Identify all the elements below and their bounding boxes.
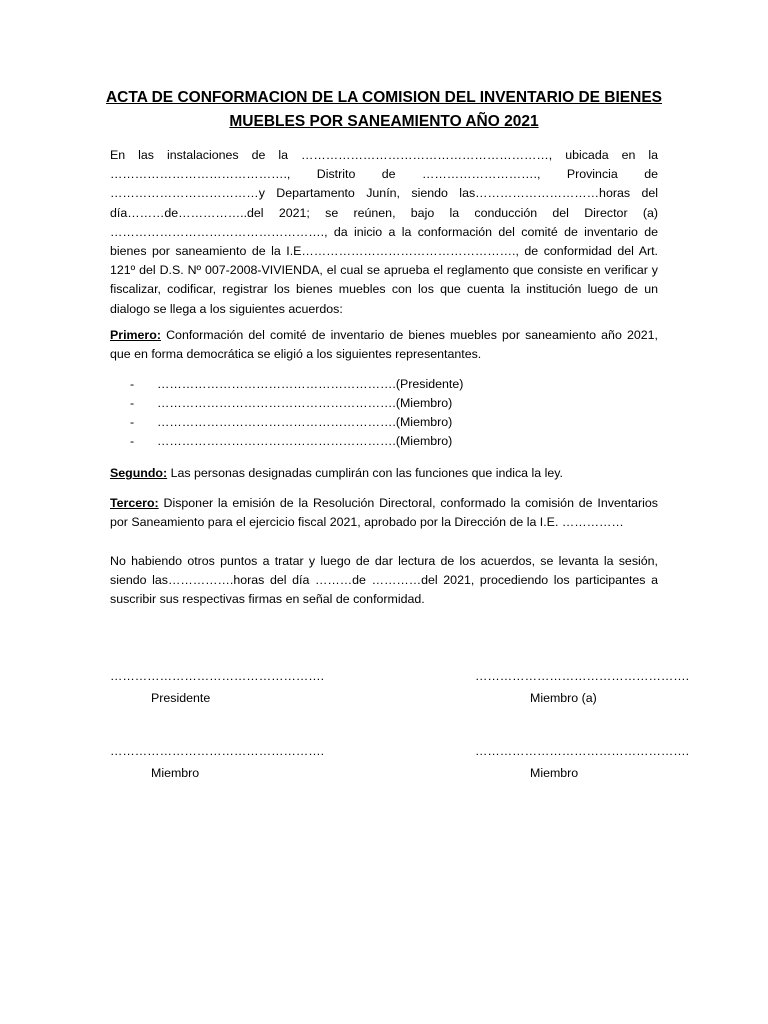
signature-role: Miembro (a) — [530, 691, 597, 705]
primero-text: Conformación del comité de inventario de bienes muebles por saneamiento año 2021, que en forma democrática se eligió a los siguientes representantes. — [110, 328, 658, 362]
representative-member: ………………………………………………….(Miembro) — [157, 415, 453, 429]
representative-item — [130, 432, 530, 451]
representative-item — [130, 394, 530, 413]
signature-line: ……………………………………………. — [475, 669, 690, 683]
list-bullet: - — [130, 415, 135, 429]
primero-label: Primero: — [110, 328, 161, 342]
signature-line: ……………………………………………. — [110, 669, 325, 683]
segundo-label: Segundo: — [110, 466, 168, 480]
signature-block-member — [475, 742, 690, 782]
representative-member: ………………………………………………….(Miembro) — [157, 434, 453, 448]
signature-line: ……………………………………………. — [475, 744, 690, 758]
segundo-text: Las personas designadas cumplirán con las funciones que indica la ley. — [167, 466, 563, 480]
closing-paragraph: No habiendo otros puntos a tratar y luego de dar lectura de los acuerdos, se levanta la sesión, siendo las…………….horas del día ………de …………del 2021, procediendo los participantes a suscribir sus respectivas firmas en señal de conformidad. — [110, 554, 658, 607]
tercero-label: Tercero: — [110, 496, 159, 510]
representative-item — [130, 375, 530, 394]
list-bullet: - — [130, 396, 135, 410]
signature-role: Presidente — [151, 691, 211, 705]
document-title: ACTA DE CONFORMACION DE LA COMISION DEL INVENTARIO DE BIENES MUEBLES POR SANEAMIENTO AÑO 2021 — [105, 89, 662, 130]
signature-block-member-a — [475, 667, 690, 707]
segundo-paragraph — [110, 464, 658, 483]
representative-item — [130, 413, 530, 432]
list-bullet: - — [130, 377, 135, 391]
intro-paragraph: En las instalaciones de la ……………………………………………………, ubicada en la ……………………………………., Distrito de ………………………., Provincia de ………………………………y Departamento Junín, siendo las…………………………horas del día………de……………..del 2021; se reúnen, bajo la conducción del Director (a) ……………………………………………., da inicio a la conformación del comité de inventario de bienes por saneamiento de la I.E……………………………………………., de conformidad del Art. 121º del D.S. Nº 007-2008-VIVIENDA, el cual se aprueba el reglamento que consiste en verificar y fiscalizar, codificar, registrar los bienes muebles con los que cuenta la institución luego de un dialogo se llega a los siguientes acuerdos: — [110, 148, 658, 316]
tercero-paragraph — [110, 494, 658, 532]
signature-block-president — [110, 667, 325, 707]
representatives-list — [130, 375, 530, 451]
primero-paragraph — [110, 326, 658, 364]
tercero-text: Disponer la emisión de la Resolución Directoral, conformado la comisión de Inventarios por Saneamiento para el ejercicio fiscal 2021, aprobado por la Dirección de la I.E. …………… — [110, 496, 658, 530]
signature-role: Miembro — [530, 766, 579, 780]
signature-block-member — [110, 742, 325, 782]
representative-member: ………………………………………………….(Miembro) — [157, 396, 453, 410]
signature-line: ……………………………………………. — [110, 744, 325, 758]
signature-role: Miembro — [151, 766, 200, 780]
representative-president: ………………………………………………….(Presidente) — [157, 377, 464, 391]
list-bullet: - — [130, 434, 135, 448]
